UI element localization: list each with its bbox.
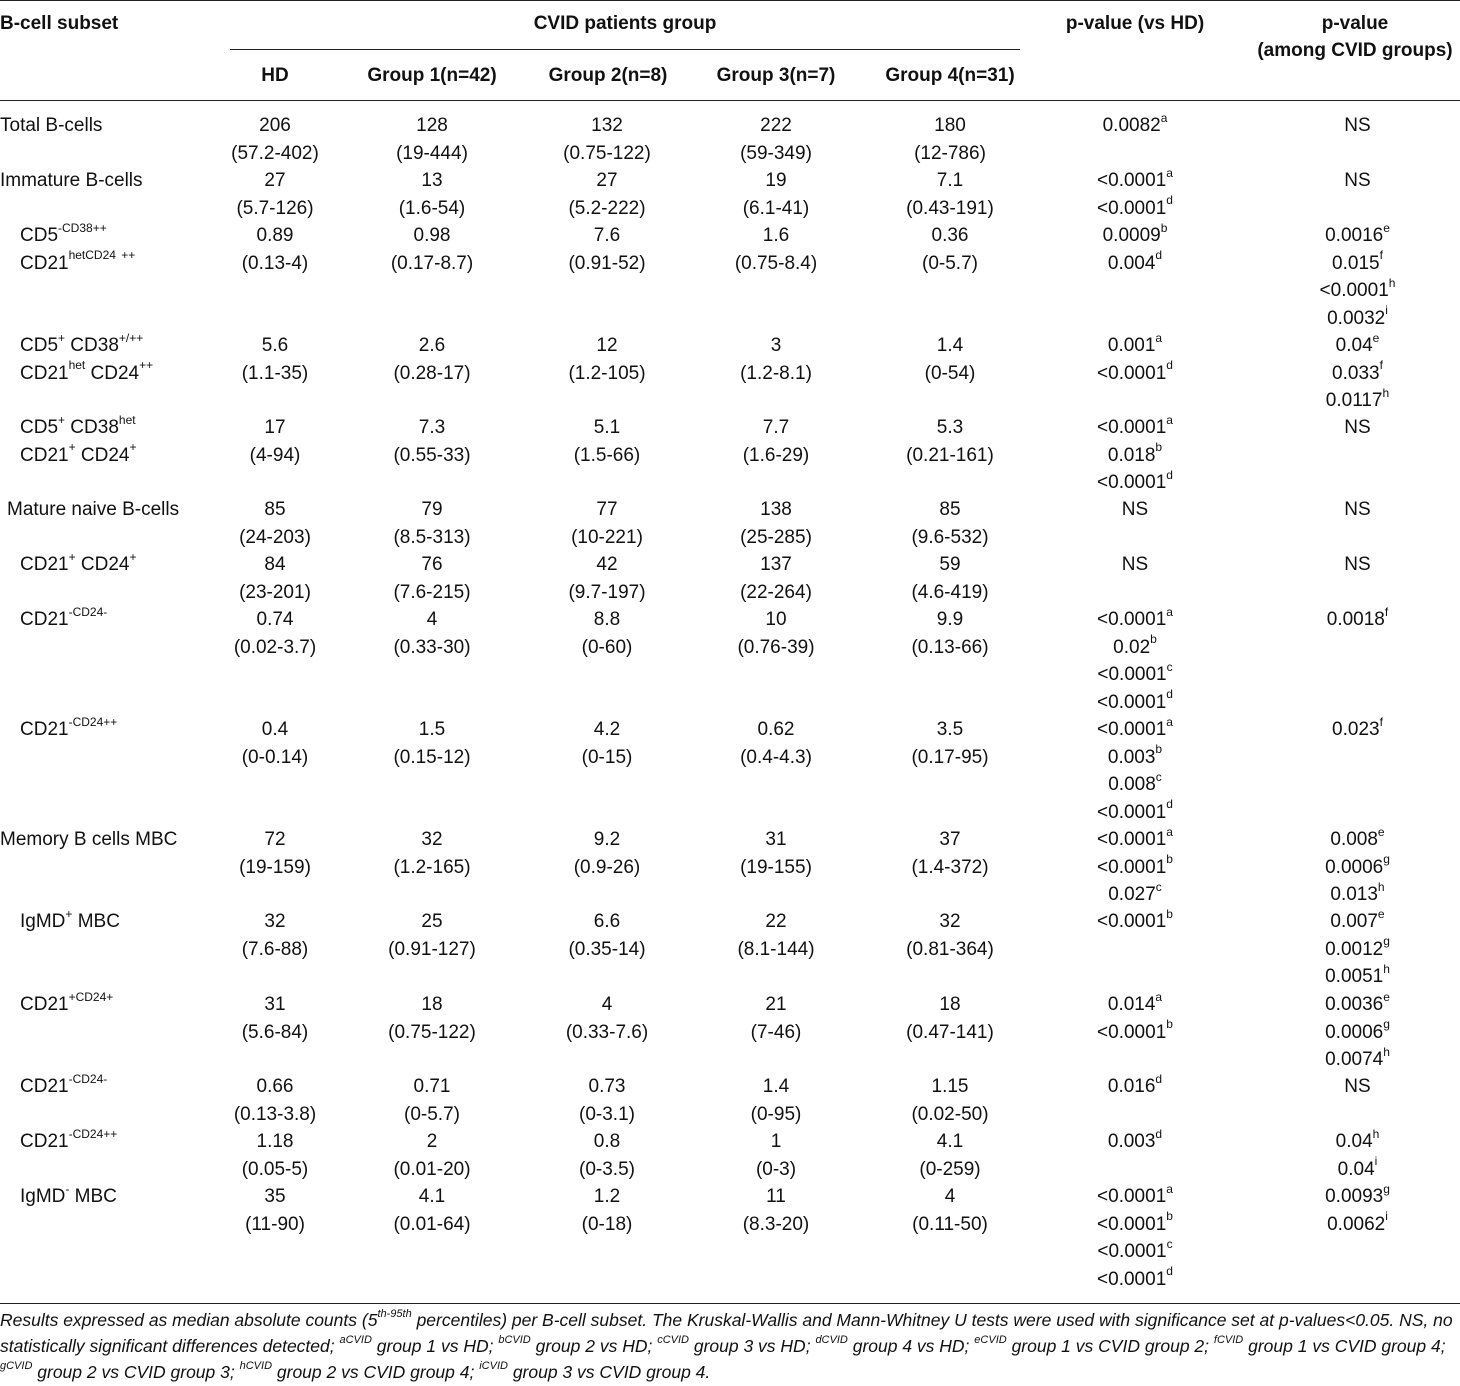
value-cell: 35 (11-90) — [245, 1186, 305, 1235]
pvalue-among-cell: NS — [1344, 115, 1371, 136]
value-cell: 31 (5.6-84) — [241, 994, 309, 1043]
pvalue-hd-cell: <0.0001$^a$ <0.0001$^b$ <0.0001$^c$ <0.0001$^d$ — [1097, 1181, 1173, 1290]
value-cell: 2.6 (0.28-17) — [393, 335, 471, 384]
value-cell: 19 (6.1-41) — [742, 170, 810, 219]
pvalue-among-cell: 0.023$^f$ — [1332, 714, 1383, 740]
row-label: CD21+ CD24+ — [20, 549, 137, 575]
pvalue-hd-cell: 0.0082$^a$ — [1102, 110, 1168, 136]
pvalue-hd-cell: <0.0001$^a$ 0.003$^b$ 0.008$^c$ <0.0001$^d$ — [1097, 714, 1173, 823]
pvalue-among-cell: NS — [1344, 554, 1371, 575]
value-cell: 4 (0.33-7.6) — [565, 994, 649, 1043]
value-cell: 0.36 (0-5.7) — [922, 225, 978, 274]
row-label: $CD21^{+CD24+}$ — [20, 989, 114, 1015]
pvalue-hd-cell: <0.0001$^a$ 0.018$^b$ <0.0001$^d$ — [1097, 412, 1173, 493]
value-cell: 85 (9.6-532) — [911, 499, 989, 548]
pvalue-hd-cell: 0.003$^d$ — [1107, 1126, 1163, 1152]
row-label: Mature naive B-cells — [7, 499, 180, 520]
value-cell: 85 (24-203) — [239, 499, 311, 548]
value-cell: 1.5 (0.15-12) — [393, 719, 471, 768]
value-cell: 10 (0.76-39) — [737, 609, 815, 658]
value-cell: 5.3 (0.21-161) — [906, 417, 994, 466]
table-bottom-rule — [0, 1303, 1460, 1304]
value-cell: 0.66 (0.13-3.8) — [233, 1076, 317, 1125]
pvalue-hd-cell: <0.0001$^a$ 0.02$^b$ <0.0001$^c$ <0.0001$^d$ — [1097, 604, 1173, 713]
value-cell: 3 (1.2-8.1) — [740, 335, 812, 384]
value-cell: 32 (1.2-165) — [393, 829, 471, 878]
pvalue-among-cell: 0.0093$^g$ 0.0062$^i$ — [1325, 1181, 1390, 1235]
value-cell: 1.2 (0-18) — [581, 1186, 633, 1235]
value-cell: 1.4 (0-54) — [924, 335, 976, 384]
value-cell: 18 (0.75-122) — [388, 994, 476, 1043]
row-label: $CD21^{-CD24-}$ — [20, 1071, 108, 1097]
value-cell: 27 (5.2-222) — [568, 170, 646, 219]
pvalue-among-cell: NS — [1344, 1076, 1371, 1097]
value-cell: 0.4 (0-0.14) — [241, 719, 309, 768]
pvalue-hd-cell: NS — [1121, 499, 1149, 520]
value-cell: 27 (5.7-126) — [236, 170, 314, 219]
value-cell: 8.8 (0-60) — [581, 609, 633, 658]
value-cell: 11 (8.3-20) — [742, 1186, 810, 1235]
value-cell: 84 (23-201) — [239, 554, 311, 603]
value-cell: 21 (7-46) — [750, 994, 802, 1043]
value-cell: 1.15 (0.02-50) — [911, 1076, 989, 1125]
row-label: CD5+ CD38+/++ $CD21^{het}$ CD24++ — [20, 330, 154, 384]
value-cell: 77 (10-221) — [571, 499, 643, 548]
value-cell: 18 (0.47-141) — [906, 994, 994, 1043]
value-cell: 1.18 (0.05-5) — [241, 1131, 309, 1180]
value-cell: 22 (8.1-144) — [737, 911, 815, 960]
value-cell: 222 (59-349) — [740, 115, 812, 164]
pvalue-hd-cell: NS — [1121, 554, 1149, 575]
value-cell: 5.6 (1.1-35) — [241, 335, 309, 384]
value-cell: 13 (1.6-54) — [398, 170, 466, 219]
value-cell: 72 (19-159) — [239, 829, 311, 878]
value-cell: 180 (12-786) — [914, 115, 986, 164]
pvalue-among-cell: NS — [1344, 170, 1371, 191]
row-label: IgMD+ MBC — [20, 906, 120, 932]
row-label: $CD21^{-CD24-}$ — [20, 604, 108, 630]
row-label: Total B-cells — [0, 115, 103, 136]
row-label: $CD21^{-CD24++}$ — [20, 714, 118, 740]
pvalue-among-cell: 0.04$^h$ 0.04$^i$ — [1335, 1126, 1380, 1180]
pvalue-among-cell: 0.008e 0.0006$^g$ 0.013$^h$ — [1325, 824, 1390, 905]
value-cell: 4.2 (0-15) — [581, 719, 633, 768]
pvalue-among-cell: 0.0018$^f$ — [1326, 604, 1389, 630]
header-col-group1: Group 1(n=42) — [367, 65, 497, 86]
table-footnote: Results expressed as median absolute counts ($5^{th-95th}$ percentiles) per B-cell subset. The Kruskal-Wallis and Mann-Whitney U tests were used with significance set at p-values<0.05. NS, no statistically significant differences detected; $^{aCVID}$ group 1 vs HD; $^{bCVID}$ group 2 vs HD; $^{cCVID}$ group 3 vs HD; $^{dCVID}$ group 4 vs HD; $^{eCVID}$ group 1 vs CVID group 2; $^{fCVID}$ group 1 vs CVID group 4; $^{gCVID}$ group 2 vs CVID group 3; $^{hCVID}$ group 2 vs CVID group 4; $^{iCVID}$ group 3 vs CVID group 4. — [0, 1308, 1453, 1382]
value-cell: 9.9 (0.13-66) — [911, 609, 989, 658]
value-cell: 37 (1.4-372) — [911, 829, 989, 878]
value-cell: 1.4 (0-95) — [750, 1076, 802, 1125]
value-cell: 7.6 (0.91-52) — [568, 225, 646, 274]
row-label: $CD5^{-CD38++}$ $CD21^{hetCD24}$ ++ — [20, 220, 136, 274]
value-cell: 76 (7.6-215) — [393, 554, 471, 603]
header-group-rule — [230, 49, 1020, 50]
value-cell: 0.73 (0-3.1) — [579, 1076, 635, 1125]
pvalue-among-cell: NS — [1344, 417, 1371, 438]
value-cell: 137 (22-264) — [740, 554, 812, 603]
row-label: $CD21^{-CD24++}$ — [20, 1126, 118, 1152]
header-pvalue-among-2: (among CVID groups) — [1257, 40, 1453, 61]
header-pvalue-among-1: p-value — [1321, 13, 1389, 34]
value-cell: 5.1 (1.5-66) — [573, 417, 641, 466]
value-cell: 12 (1.2-105) — [568, 335, 646, 384]
header-bcell-subset: B-cell subset — [0, 13, 119, 34]
value-cell: 59 (4.6-419) — [911, 554, 989, 603]
header-bottom-rule — [0, 100, 1460, 101]
row-label: IgMD- MBC — [20, 1181, 117, 1207]
pvalue-hd-cell: 0.014$^a$ <0.0001$^b$ — [1097, 989, 1173, 1043]
value-cell: 3.5 (0.17-95) — [911, 719, 989, 768]
value-cell: 4 (0.11-50) — [912, 1186, 988, 1235]
value-cell: 7.3 (0.55-33) — [393, 417, 471, 466]
value-cell: 42 (9.7-197) — [568, 554, 646, 603]
header-col-group3: Group 3(n=7) — [716, 65, 836, 86]
value-cell: 138 (25-285) — [740, 499, 812, 548]
pvalue-among-cell: NS — [1344, 499, 1371, 520]
header-pvalue-hd: p-value (vs HD) — [1065, 13, 1205, 34]
pvalue-hd-cell: <0.0001$^a$ <0.0001$^d$ — [1097, 165, 1173, 219]
pvalue-hd-cell: 0.016$^d$ — [1107, 1071, 1163, 1097]
value-cell: 4.1 (0-259) — [919, 1131, 981, 1180]
value-cell: 31 (19-155) — [740, 829, 812, 878]
value-cell: 0.71 (0-5.7) — [404, 1076, 460, 1125]
value-cell: 0.89 (0.13-4) — [241, 225, 309, 274]
value-cell: 206 (57.2-402) — [231, 115, 319, 164]
value-cell: 7.7 (1.6-29) — [742, 417, 810, 466]
table-top-rule — [0, 0, 1460, 1]
value-cell: 0.8 (0-3.5) — [579, 1131, 635, 1180]
header-col-group4: Group 4(n=31) — [885, 65, 1015, 86]
value-cell: 0.62 (0.4-4.3) — [740, 719, 812, 768]
row-label: Immature B-cells — [0, 170, 143, 191]
pvalue-hd-cell: 0.001$^a$ <0.0001$^d$ — [1097, 330, 1173, 384]
header-col-hd: HD — [261, 65, 289, 86]
row-label: Memory B cells MBC — [0, 829, 178, 850]
value-cell: 6.6 (0.35-14) — [568, 911, 646, 960]
value-cell: 7.1 (0.43-191) — [906, 170, 994, 219]
pvalue-among-cell: 0.0016e 0.015$^f$ <0.0001$^h$ 0.0032$^i$ — [1319, 220, 1396, 329]
value-cell: 32 (0.81-364) — [906, 911, 994, 960]
pvalue-among-cell: 0.007e 0.0012$^g$ 0.0051$^h$ — [1325, 906, 1390, 987]
value-cell: 1.6 (0.75-8.4) — [734, 225, 818, 274]
pvalue-among-cell: 0.0036e 0.0006$^g$ 0.0074$^h$ — [1325, 989, 1390, 1070]
row-label: CD5+ $CD38^{het}$ CD21+ CD24+ — [20, 412, 137, 466]
value-cell: 32 (7.6-88) — [241, 911, 309, 960]
header-cvid-group: CVID patients group — [533, 13, 717, 34]
value-cell: 4.1 (0.01-64) — [393, 1186, 471, 1235]
pvalue-among-cell: 0.04e 0.033$^f$ 0.0117$^h$ — [1325, 330, 1390, 411]
value-cell: 9.2 (0.9-26) — [573, 829, 641, 878]
pvalue-hd-cell: <0.0001$^b$ — [1097, 906, 1173, 932]
value-cell: 4 (0.33-30) — [393, 609, 471, 658]
value-cell: 0.74 (0.02-3.7) — [233, 609, 317, 658]
value-cell: 79 (8.5-313) — [393, 499, 471, 548]
pvalue-hd-cell: 0.0009$^b$ 0.004$^d$ — [1102, 220, 1168, 274]
value-cell: 25 (0.91-127) — [388, 911, 476, 960]
value-cell: 128 (19-444) — [396, 115, 468, 164]
value-cell: 2 (0.01-20) — [393, 1131, 471, 1180]
value-cell: 0.98 (0.17-8.7) — [390, 225, 474, 274]
value-cell: 132 (0.75-122) — [563, 115, 651, 164]
header-col-group2: Group 2(n=8) — [548, 65, 668, 86]
pvalue-hd-cell: <0.0001$^a$ <0.0001$^b$ 0.027$^c$ — [1097, 824, 1173, 905]
value-cell: 1 (0-3) — [755, 1131, 797, 1180]
value-cell: 17 (4-94) — [249, 417, 301, 466]
